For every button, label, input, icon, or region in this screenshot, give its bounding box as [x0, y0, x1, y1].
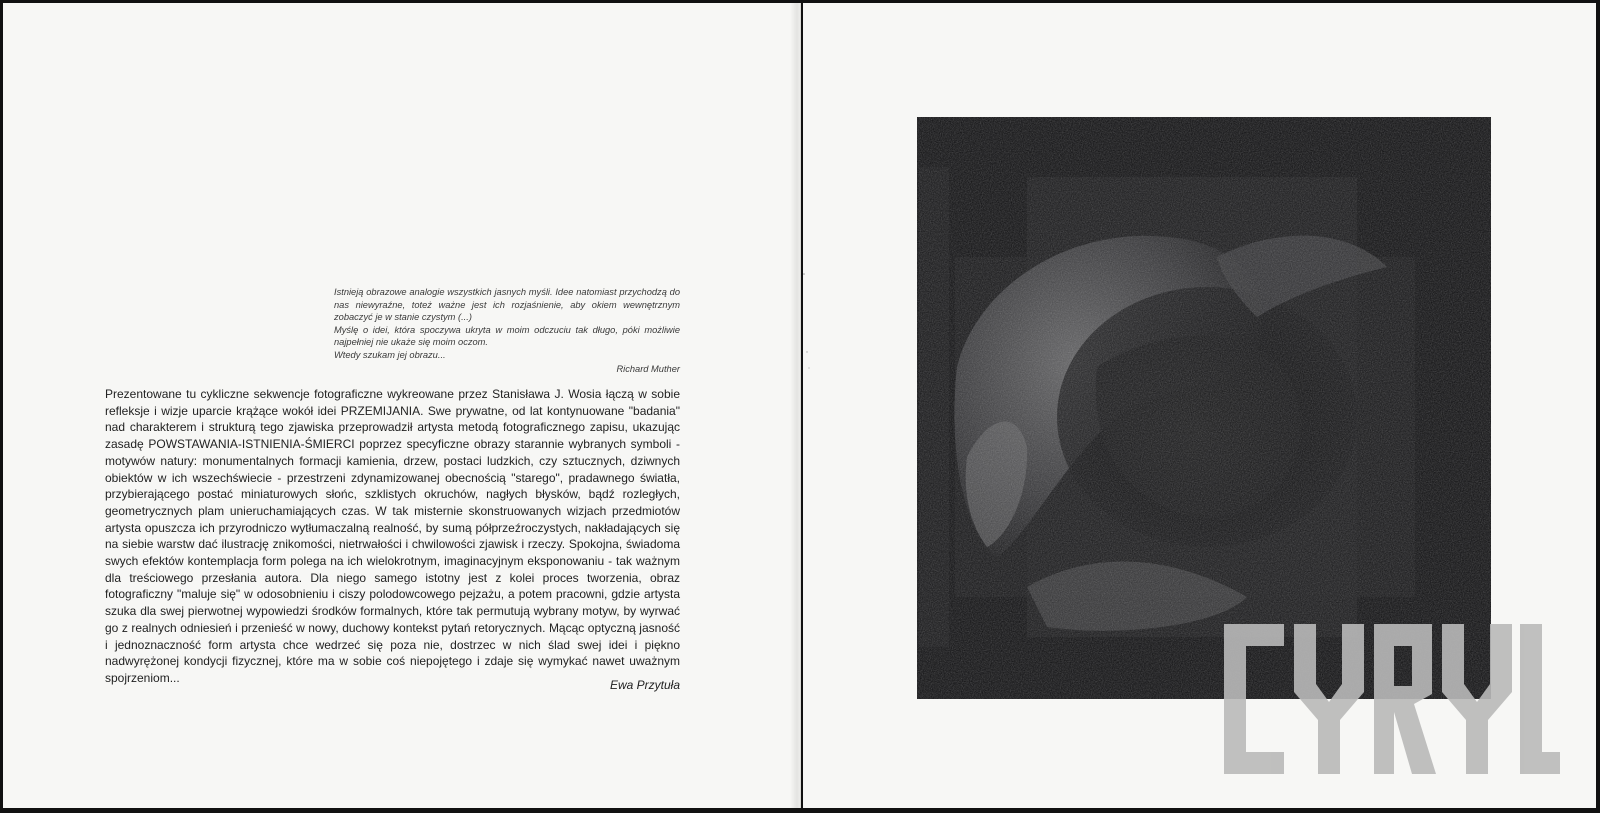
cyryl-watermark: [1224, 624, 1560, 774]
epigraph-quote: [334, 286, 680, 375]
epigraph-signature: Richard Muther: [616, 363, 680, 374]
essay-author: Ewa Przytuła: [609, 678, 680, 692]
scan-specks: [800, 270, 820, 390]
essay-paragraph: Prezentowane tu cykliczne sekwencje fotograficzne wykreowane przez Stanisława J. Wosia łączą w sobie refleksje i wizje uparcie krążące wokół idei PRZEMIJANIA. Swe prywatne, od lat kontynuowane "badania" nad charakterem i strukturą tego zjawiska przeprowadził artysta metodą fotograficznego zapisu, ukazując zasadę POWSTAWANIA-ISTNIENIA-ŚMIERCI poprzez specyficzne obrazy starannie wybranych symboli - motywów natury: monumentalnych formacji kamienia, drzew, postaci ludzkich, czy sztucznych, dziwnych obiektów w ich wszechświecie - przestrzeni zdynamizowanej obecnością "starego", pradawnego światła, przybierającego postać miniaturowych słońc, szklistych okruchów, nagłych błysków, bądź rozległych, geometrycznych plam unieruchamiających czas. W tak misternie skonstruowanych wizjach przedmiotów artysta opuszcza ich przyrodniczo wytłumaczalną realność, by sumą półprzeźroczystych, nakładających się na siebie warstw dać ilustrację znikomości, nietrwałości i chwilowości zjawisk i rzeczy. Spokojna, świadoma swych efektów kontemplacja form polega na ich wielokrotnym, imaginacyjnym eksponowaniu - tak ważnym dla treściowego przesłania autora. Dla niego samego istotny jest z kolei proces tworzenia, obraz fotograficzny "maluje się" w odosobnieniu i ciszy polodowcowego pejzażu, a potem pracowni, gdzie artysta szuka dla swej pierwotnej wypowiedzi środków formalnych, które tak permutują wybrany motyw, by wyrwać go z realnych odniesień i przenieść w nowy, duchowy kontekst pytań retorycznych. Mącąc optyczną jasność i jednoznaczność form artysta chce wedrzeć się poza nie, dostrzec w nich ślad swej idei i piękno nadwyrężonej kondycji fizycznej, które ma w sobie coś niepojętego i zdaje się wymykać nawet uważnym spojrzeniom...: [105, 387, 680, 685]
essay-text: [105, 386, 680, 687]
epigraph-line-1: Istnieją obrazowe analogie wszystkich jasnych myśli. Idee natomiast przychodzą do nas niewyraźne, toteż ważne jest ich rozjaśnienie, aby okiem wewnętrznym zobaczyć je w stanie czystym (...): [334, 287, 680, 323]
book-gutter: [790, 3, 804, 808]
epigraph-line-3: Wtedy szukam jej obrazu...: [334, 349, 446, 360]
abstract-photograph: [917, 117, 1491, 699]
epigraph-line-2: Myślę o idei, która spoczywa ukryta w moim odczuciu tak długo, póki możliwie najpełniej nie ukaże się moim oczom.: [334, 324, 680, 348]
